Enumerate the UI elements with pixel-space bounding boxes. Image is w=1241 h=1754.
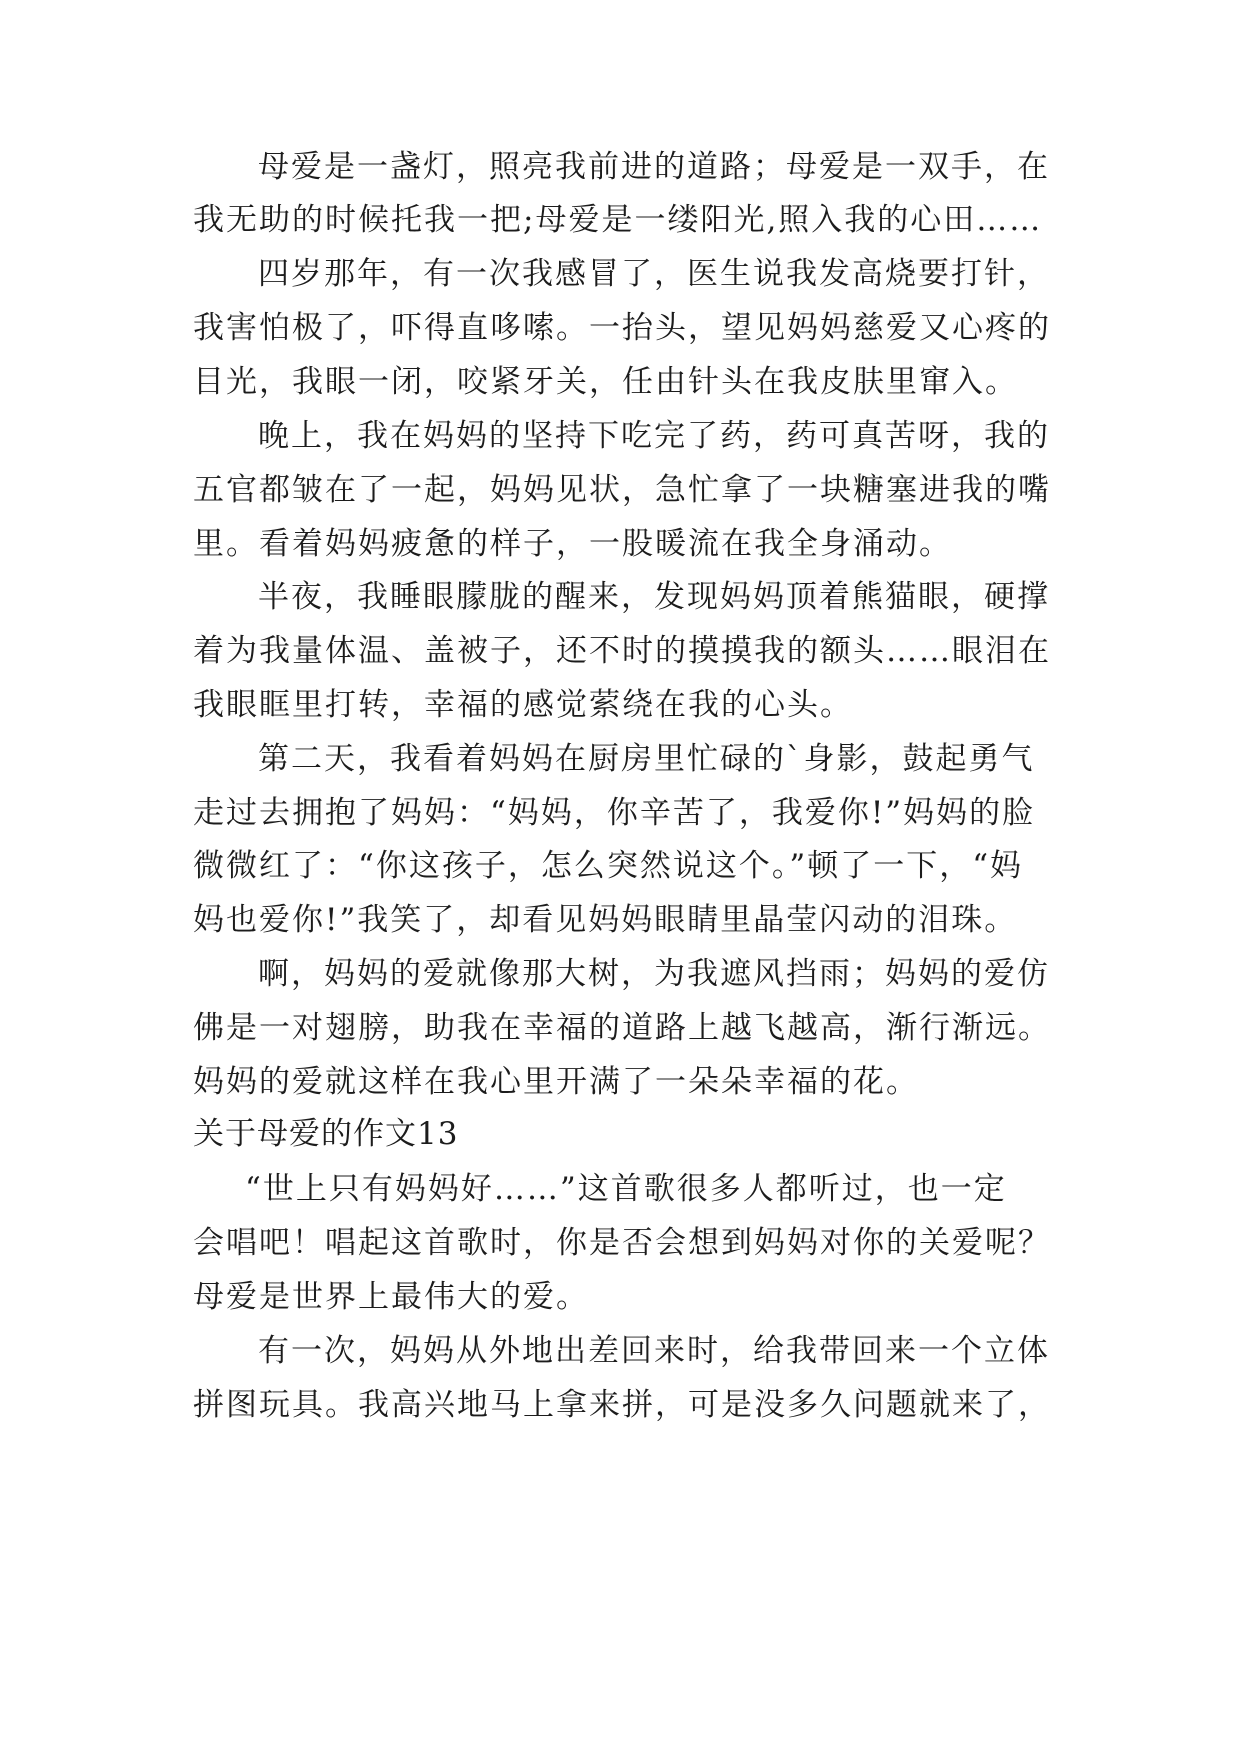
paragraph-line: 会唱吧！唱起这首歌时，你是否会想到妈妈对你的关爱呢？ xyxy=(193,1225,1051,1261)
paragraph-line: 走过去拥抱了妈妈：“妈妈，你辛苦了，我爱你!”妈妈的脸 xyxy=(193,795,1036,831)
paragraph-line: 目光，我眼一闭，咬紧牙关，任由针头在我皮肤里窜入。 xyxy=(193,364,1018,400)
paragraph-line: 晚上，我在妈妈的坚持下吃完了药，药可真苦呀，我的 xyxy=(258,418,1050,454)
paragraph-line: 四岁那年，有一次我感冒了，医生说我发高烧要打针， xyxy=(258,256,1050,292)
essay-heading: 关于母爱的作文13 xyxy=(193,1116,459,1152)
paragraph-line: 第二天，我看着妈妈在厨房里忙碌的`身影，鼓起勇气 xyxy=(258,741,1035,777)
paragraph-line: 半夜，我睡眼朦胧的醒来，发现妈妈顶着熊猫眼，硬撑 xyxy=(258,579,1050,615)
paragraph-line: 里。看着妈妈疲惫的样子，一股暖流在我全身涌动。 xyxy=(193,526,952,562)
paragraph-line: 妈妈的爱就这样在我心里开满了一朵朵幸福的花。 xyxy=(193,1064,919,1100)
paragraph-line: 佛是一对翅膀，助我在幸福的道路上越飞越高，渐行渐远。 xyxy=(193,1010,1051,1046)
paragraph-line: 啊，妈妈的爱就像那大树，为我遮风挡雨；妈妈的爱仿 xyxy=(258,956,1050,992)
paragraph-line: 我眼眶里打转，幸福的感觉萦绕在我的心头。 xyxy=(193,687,853,723)
paragraph-line: 有一次，妈妈从外地出差回来时，给我带回来一个立体 xyxy=(258,1333,1050,1369)
paragraph-line: “世上只有妈妈好……”这首歌很多人都听过，也一定 xyxy=(245,1171,1007,1207)
paragraph-line: 我无助的时候托我一把;母爱是一缕阳光,照入我的心田…… xyxy=(193,202,1043,238)
paragraph-line: 着为我量体温、盖被子，还不时的摸摸我的额头……眼泪在 xyxy=(193,633,1051,669)
paragraph-line: 母爱是一盏灯，照亮我前进的道路；母爱是一双手，在 xyxy=(258,149,1050,185)
paragraph-line: 微微红了：“你这孩子，怎么突然说这个。”顿了一下，“妈 xyxy=(193,848,1024,884)
paragraph-line: 母爱是世界上最伟大的爱。 xyxy=(193,1279,589,1315)
paragraph-line: 五官都皱在了一起，妈妈见状，急忙拿了一块糖塞进我的嘴 xyxy=(193,472,1051,508)
paragraph-line: 妈也爱你!”我笑了，却看见妈妈眼睛里晶莹闪动的泪珠。 xyxy=(193,902,1018,938)
paragraph-line: 拼图玩具。我高兴地马上拿来拼，可是没多久问题就来了， xyxy=(193,1387,1051,1423)
paragraph-line: 我害怕极了，吓得直哆嗦。一抬头，望见妈妈慈爱又心疼的 xyxy=(193,310,1051,346)
